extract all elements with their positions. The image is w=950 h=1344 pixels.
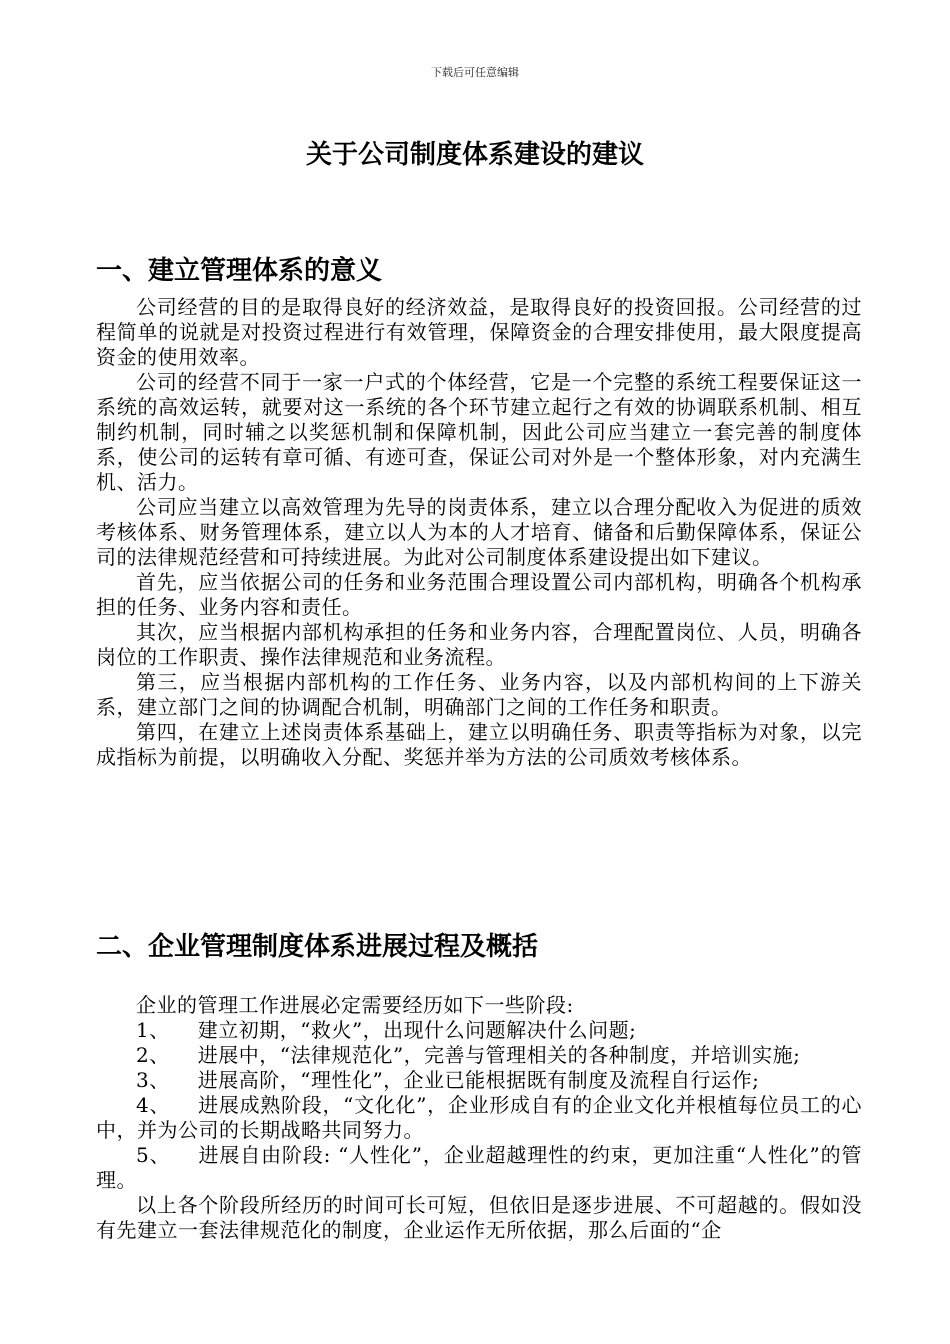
section-1-heading: 一、建立管理体系的意义 (96, 256, 383, 286)
stage-number: 4、 (136, 1093, 171, 1117)
stage-number: 2、 (136, 1043, 170, 1067)
section-1-body (96, 295, 862, 770)
stage-text: 进展成熟阶段，“文化化”，企业形成自有的企业文化并根植每位员工的心中，并为公司的长期战略共同努力。 (96, 1093, 862, 1142)
stage-text: 进展自由阶段: “人性化”，企业超越理性的约束，更加注重“人性化”的管理。 (96, 1143, 862, 1192)
section-1-paragraph: 其次，应当根据内部机构承担的任务和业务内容，合理配置岗位、人员，明确各岗位的工作职责、操作法律规范和业务流程。 (96, 620, 862, 669)
stage-number: 1、 (136, 1018, 170, 1042)
stage-text: 建立初期，“救火”，出现什么问题解决什么问题; (197, 1018, 637, 1042)
section-2-intro: 企业的管理工作进展必定需要经历如下一些阶段: (136, 993, 574, 1017)
header-note: 下载后可任意编辑 (431, 66, 519, 79)
section-2-closing: 以上各个阶段所经历的时间可长可短，但依旧是逐步进展、不可超越的。假如没有先建立一套法律规范化的制度，企业运作无所依据，那么后面的“企 (96, 1193, 862, 1242)
stage-list-item (96, 1143, 862, 1193)
stage-list-item (96, 1043, 862, 1068)
section-1-paragraph: 公司经营的目的是取得良好的经济效益，是取得良好的投资回报。公司经营的过程简单的说就是对投资过程进行有效管理，保障资金的合理安排使用，最大限度提高资金的使用效率。 (96, 295, 862, 369)
stage-number: 3、 (136, 1068, 170, 1092)
section-1-paragraph: 第四，在建立上述岗责体系基础上，建立以明确任务、职责等指标为对象，以完成指标为前提，以明确收入分配、奖惩并举为方法的公司质效考核体系。 (96, 720, 862, 769)
stage-number: 5、 (136, 1143, 171, 1167)
stage-list-item (96, 1018, 862, 1043)
stage-list-item (96, 1068, 862, 1093)
section-1-paragraph: 公司的经营不同于一家一户式的个体经营，它是一个完整的系统工程要保证这一系统的高效运转，就要对这一系统的各个环节建立起行之有效的协调联系机制、相互制约机制，同时辅之以奖惩机制和保障机制，因此公司应当建立一套完善的制度体系，使公司的运转有章可循、有迹可查，保证公司对外是一个整体形象，对内充满生机、活力。 (96, 370, 862, 494)
stage-text: 进展高阶，“理性化”，企业已能根据既有制度及流程自行运作; (197, 1068, 760, 1092)
stage-text: 进展中，“法律规范化”，完善与管理相关的各种制度，并培训实施; (197, 1043, 801, 1067)
section-1-paragraph: 公司应当建立以高效管理为先导的岗责体系，建立以合理分配收入为促进的质效考核体系、财务管理体系，建立以人为本的人才培育、储备和后勤保障体系，保证公司的法律规范经营和可持续进展。为此对公司制度体系建设提出如下建议。 (96, 495, 862, 569)
section-2-heading: 二、企业管理制度体系进展过程及概括 (96, 932, 539, 962)
section-1-paragraph: 首先，应当依据公司的任务和业务范围合理设置公司内部机构，明确各个机构承担的任务、业务内容和责任。 (96, 570, 862, 619)
stage-list-item (96, 1093, 862, 1143)
page-title: 关于公司制度体系建设的建议 (305, 140, 644, 170)
section-1-paragraph: 第三，应当根据内部机构的工作任务、业务内容，以及内部机构间的上下游关系，建立部门之间的协调配合机制，明确部门之间的工作任务和职责。 (96, 670, 862, 719)
section-2-body (96, 993, 862, 1243)
